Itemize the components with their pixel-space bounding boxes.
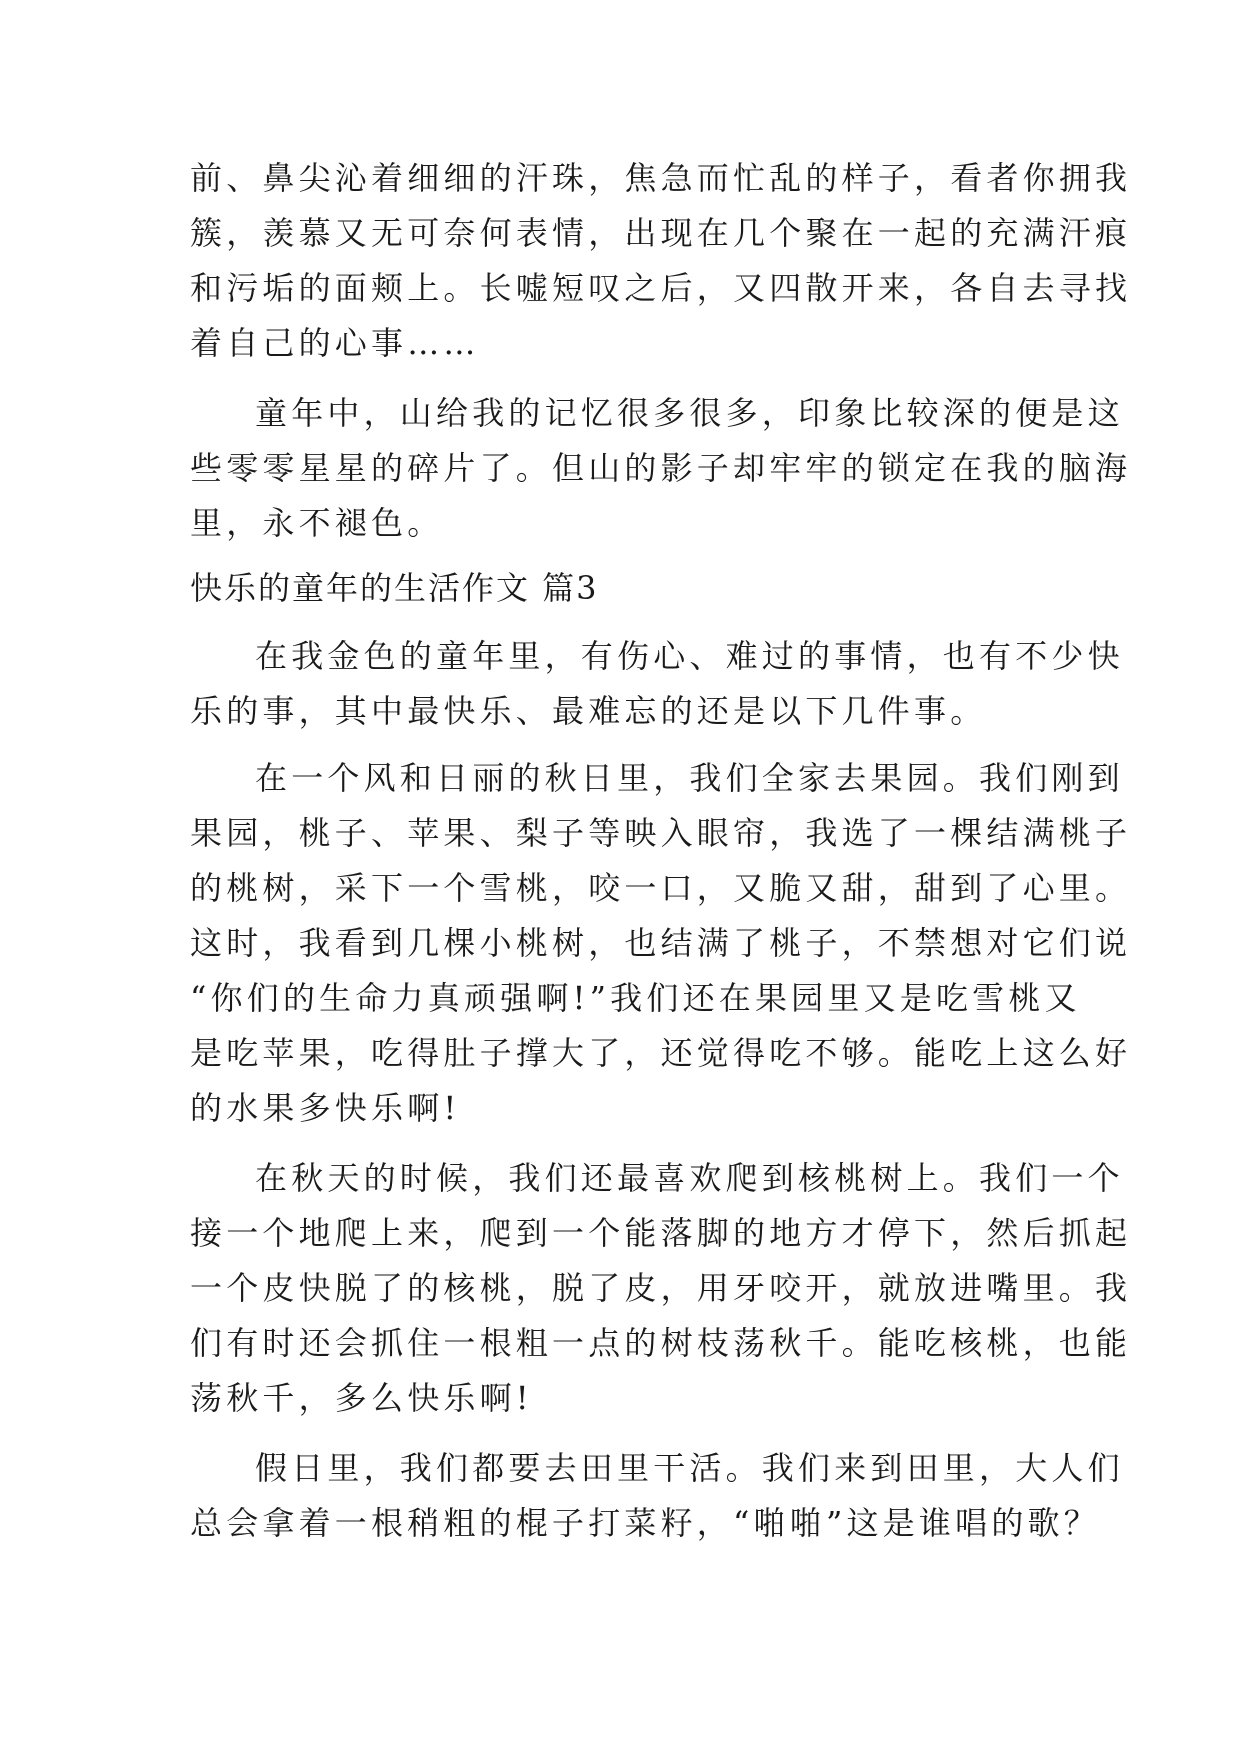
paragraph-first-line: 在秋天的时候，我们还最喜欢爬到核桃树上。我们一个 (255, 1159, 1124, 1197)
text-line: 乐的事，其中最快乐、最难忘的还是以下几件事。 (190, 692, 987, 730)
text-line: 些零零星星的碎片了。但山的影子却牢牢的锁定在我的脑海 (190, 449, 1132, 487)
text-line: 总会拿着一根稍粗的棍子打菜籽，“啪啪”这是谁唱的歌？ (190, 1504, 1100, 1542)
text-line: “你们的生命力真顽强啊!”我们还在果园里又是吃雪桃又 (190, 979, 1081, 1017)
text-line: 一个皮快脱了的核桃，脱了皮，用牙咬开，就放进嘴里。我 (190, 1269, 1132, 1307)
section-heading: 快乐的童年的生活作文 篇3 (190, 569, 599, 607)
text-line: 接一个地爬上来，爬到一个能落脚的地方才停下，然后抓起 (190, 1214, 1132, 1252)
paragraph-first-line: 童年中，山给我的记忆很多很多，印象比较深的便是这 (255, 394, 1124, 432)
paragraph-first-line: 在一个风和日丽的秋日里，我们全家去果园。我们刚到 (255, 759, 1124, 797)
text-line: 是吃苹果，吃得肚子撑大了，还觉得吃不够。能吃上这么好 (190, 1034, 1132, 1072)
paragraph-first-line: 假日里，我们都要去田里干活。我们来到田里，大人们 (255, 1449, 1124, 1487)
text-line: 这时，我看到几棵小桃树，也结满了桃子，不禁想对它们说 (190, 924, 1132, 962)
text-line: 和污垢的面颊上。长嘘短叹之后，又四散开来，各自去寻找 (190, 269, 1132, 307)
text-line: 的桃树，采下一个雪桃，咬一口，又脆又甜，甜到了心里。 (190, 869, 1132, 907)
text-line: 们有时还会抓住一根粗一点的树枝荡秋千。能吃核桃，也能 (190, 1324, 1132, 1362)
text-line: 的水果多快乐啊! (190, 1089, 461, 1127)
paragraph-first-line: 在我金色的童年里，有伤心、难过的事情，也有不少快 (255, 637, 1124, 675)
text-line: 簇，羡慕又无可奈何表情，出现在几个聚在一起的充满汗痕 (190, 214, 1132, 252)
text-line: 前、鼻尖沁着细细的汗珠，焦急而忙乱的样子，看者你拥我 (190, 159, 1132, 197)
text-line: 荡秋千，多么快乐啊! (190, 1379, 533, 1417)
text-line: 着自己的心事…… (190, 324, 480, 362)
text-line: 果园，桃子、苹果、梨子等映入眼帘，我选了一棵结满桃子 (190, 814, 1132, 852)
text-line: 里，永不褪色。 (190, 504, 444, 542)
